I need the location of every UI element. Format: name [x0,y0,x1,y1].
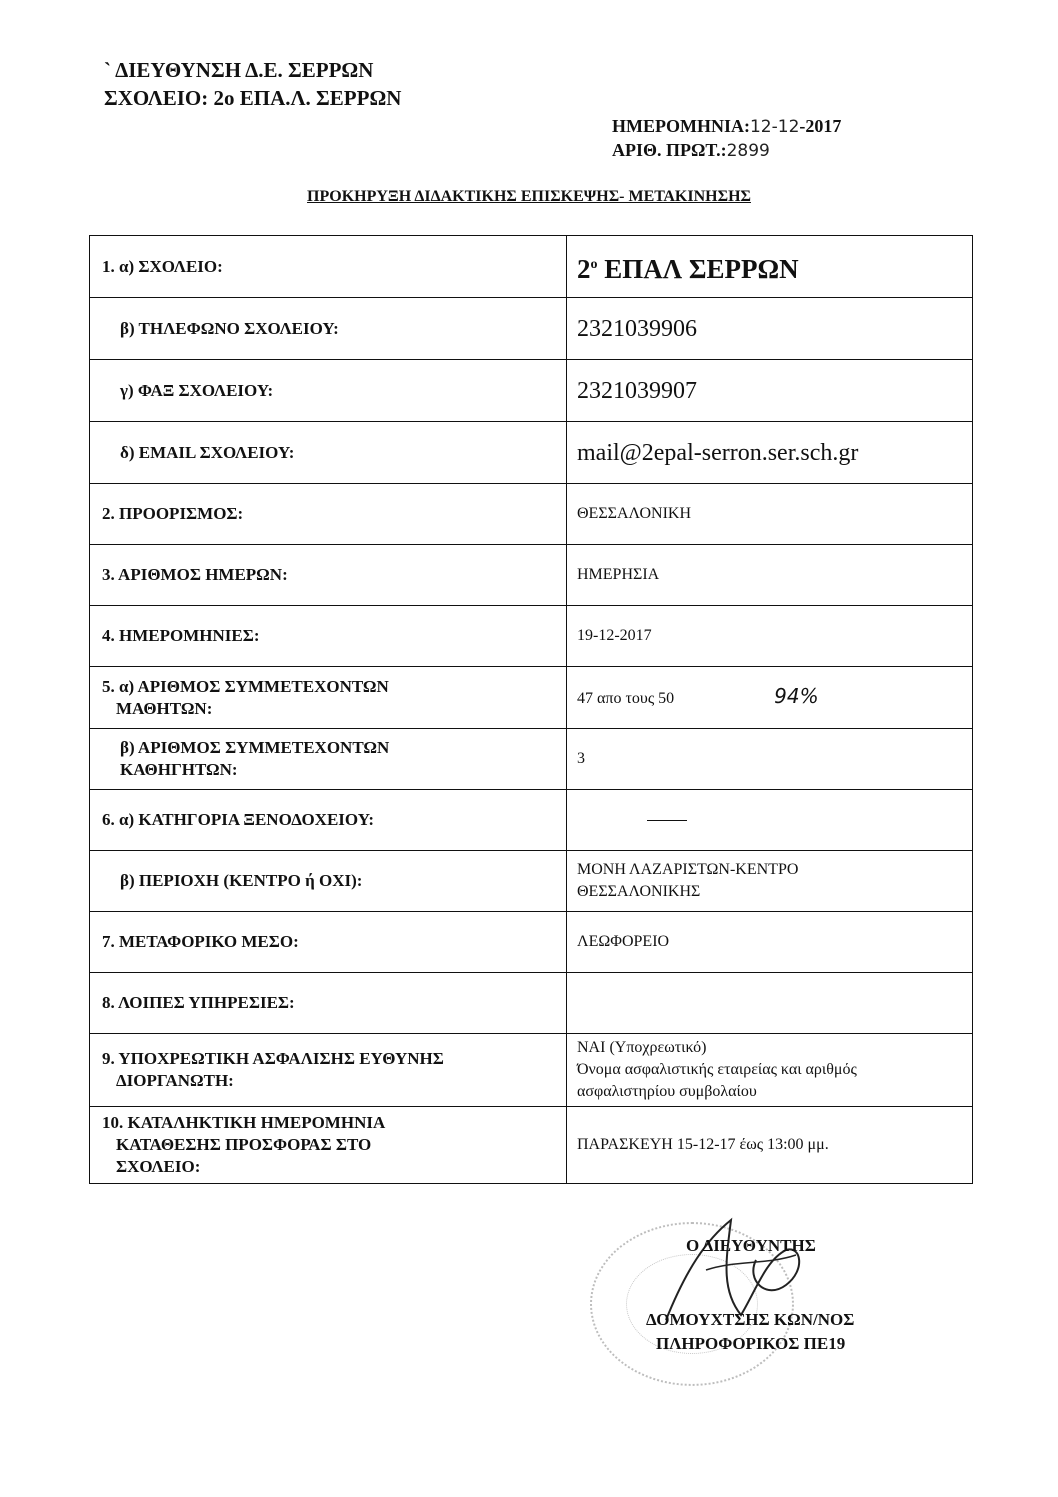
school-name: ΣΧΟΛΕΙΟ: 2ο ΕΠΑ.Λ. ΣΕΡΡΩΝ [104,86,402,110]
value-area: ΜΟΝΗ ΛΑΖΑΡΙΣΤΩΝ-ΚΕΝΤΡΟ ΘΕΣΣΑΛΟΝΙΚΗΣ [567,851,973,912]
value-phone: 2321039906 [567,298,973,360]
directorate-name: ` ΔΙΕΥΘΥΝΣΗ Δ.Ε. ΣΕΡΡΩΝ [104,58,374,82]
label-teachers: β) ΑΡΙΘΜΟΣ ΣΥΜΜΕΤΕΧΟΝΤΩΝ ΚΑΘΗΓΗΤΩΝ: [90,729,567,790]
row-deadline [90,1107,973,1184]
trip-form-table [89,235,973,1184]
label-fax: γ) ΦΑΞ ΣΧΟΛΕΙΟΥ: [90,360,567,422]
label-insurance: 9. ΥΠΟΧΡΕΩΤΙΚΗ ΑΣΦΑΛΙΣΗΣ ΕΥΘΥΝΗΣ ΔΙΟΡΓΑΝΩΤΗ: [90,1034,567,1107]
row-email [90,422,973,484]
value-transport: ΛΕΩΦΟΡΕΙΟ [567,912,973,973]
row-transport [90,912,973,973]
row-hotel-category [90,790,973,851]
row-days [90,545,973,606]
value-deadline: ΠΑΡΑΣΚΕΥΗ 15-12-17 έως 13:00 μμ. [567,1107,973,1184]
row-other-services [90,973,973,1034]
row-dates [90,606,973,667]
value-email: mail@2epal-serron.ser.sch.gr [567,422,973,484]
percent-handwritten: 94% [774,684,819,708]
dash-mark [647,820,687,821]
row-destination [90,484,973,545]
label-deadline: 10. ΚΑΤΑΛΗΚΤΙΚΗ ΗΜΕΡΟΜΗΝΙΑ ΚΑΤΑΘΕΣΗΣ ΠΡΟΣΦΟΡΑΣ ΣΤΟ ΣΧΟΛΕΙΟ: [90,1107,567,1184]
label-destination: 2. ΠΡΟΟΡΙΣΜΟΣ: [90,484,567,545]
director-specialty: ΠΛΗΡΟΦΟΡΙΚΟΣ ΠΕ19 [656,1334,846,1353]
date-label: ΗΜΕΡΟΜΗΝΙΑ: [612,116,750,136]
protocol-label: ΑΡΙΘ. ΠΡΩΤ.: [612,140,727,160]
row-school [90,236,973,298]
label-days: 3. ΑΡΙΘΜΟΣ ΗΜΕΡΩΝ: [90,545,567,606]
value-dates: 19-12-2017 [567,606,973,667]
document-date [612,116,841,137]
row-students [90,667,973,729]
value-students: 47 απο τους 50 94% [567,667,973,729]
row-teachers [90,729,973,790]
signature-block [586,1210,916,1400]
label-school: 1. α) ΣΧΟΛΕΙΟ: [90,236,567,298]
label-area: β) ΠΕΡΙΟΧΗ (ΚΕΝΤΡΟ ή ΟΧΙ): [90,851,567,912]
protocol-number [612,140,770,161]
row-area [90,851,973,912]
label-other-services: 8. ΛΟΙΠΕΣ ΥΠΗΡΕΣΙΕΣ: [90,973,567,1034]
value-days: ΗΜΕΡΗΣΙΑ [567,545,973,606]
value-insurance: ΝΑΙ (Υποχρεωτικό) Όνομα ασφαλιστικής εταιρείας και αριθμός ασφαλιστηρίου συμβολαίου [567,1034,973,1107]
director-title: Ο ΔΙΕΥΘΥΝΤΗΣ [686,1236,816,1255]
label-dates: 4. ΗΜΕΡΟΜΗΝΙΕΣ: [90,606,567,667]
row-insurance [90,1034,973,1107]
row-fax [90,360,973,422]
label-phone: β) ΤΗΛΕΦΩΝΟ ΣΧΟΛΕΙΟΥ: [90,298,567,360]
label-students: 5. α) ΑΡΙΘΜΟΣ ΣΥΜΜΕΤΕΧΟΝΤΩΝ ΜΑΘΗΤΩΝ: [90,667,567,729]
value-fax: 2321039907 [567,360,973,422]
document-title: ΠΡΟΚΗΡΥΞΗ ΔΙΔΑΚΤΙΚΗΣ ΕΠΙΣΚΕΨΗΣ- ΜΕΤΑΚΙΝΗΣΗΣ [307,188,751,205]
label-hotel-category: 6. α) ΚΑΤΗΓΟΡΙΑ ΞΕΝΟΔΟΧΕΙΟΥ: [90,790,567,851]
value-hotel-category [567,790,973,851]
director-name: ΔΟΜΟΥΧΤΣΗΣ ΚΩΝ/ΝΟΣ [646,1310,855,1329]
date-handwritten: 12-12 [749,117,800,137]
value-other-services [567,973,973,1034]
date-suffix: -2017 [799,116,842,136]
protocol-handwritten: 2899 [726,141,770,161]
value-teachers: 3 [567,729,973,790]
label-transport: 7. ΜΕΤΑΦΟΡΙΚΟ ΜΕΣΟ: [90,912,567,973]
value-school: $2^o$ ΕΠΑΛ ΣΕΡΡΩΝ [567,236,973,298]
value-destination: ΘΕΣΣΑΛΟΝΙΚΗ [567,484,973,545]
label-email: δ) EMAIL ΣΧΟΛΕΙΟΥ: [90,422,567,484]
row-phone [90,298,973,360]
